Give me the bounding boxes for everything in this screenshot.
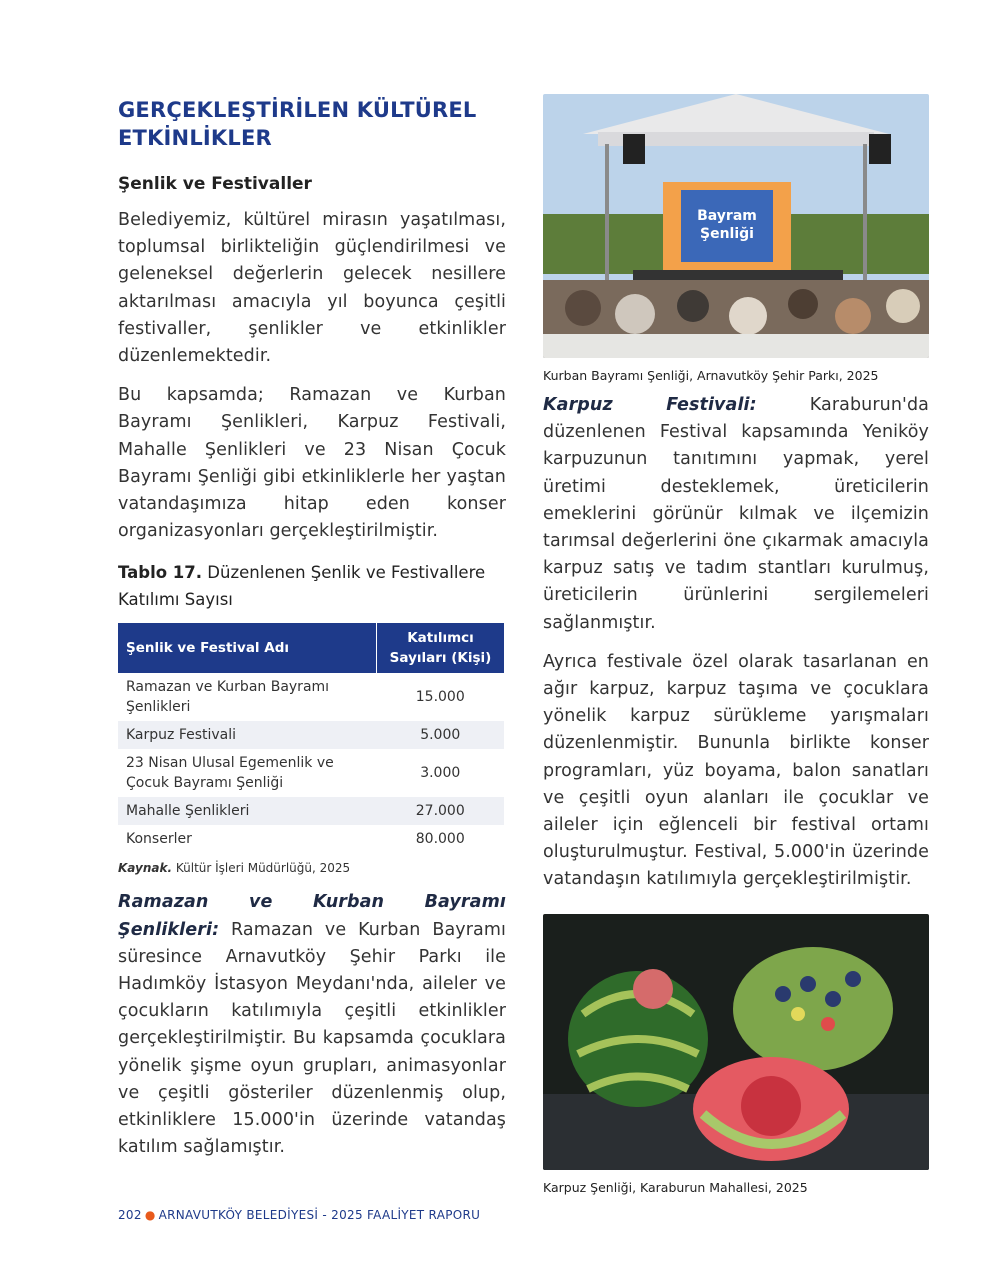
- row-name: Konserler: [126, 831, 192, 848]
- photo1-caption: Kurban Bayramı Şenliği, Arnavutköy Şehir Parkı, 2025: [543, 368, 879, 383]
- karpuz-lead: Karpuz Festivali:: [543, 395, 757, 415]
- festival-participation-table: [118, 623, 504, 853]
- page-footer: [118, 1208, 480, 1222]
- row-value: 3.000: [420, 765, 461, 782]
- row-value: 5.000: [377, 721, 505, 749]
- footer-separator: -: [322, 1208, 328, 1222]
- photo-tent-pole: [863, 144, 867, 294]
- blueberry: [845, 971, 861, 987]
- row-name: Mahalle Şenlikleri: [118, 797, 377, 825]
- section-title: GERÇEKLEŞTİRİLEN KÜLTÜREL ETKİNLİKLER: [118, 98, 477, 150]
- table-row: [118, 721, 504, 749]
- photo-person: [886, 289, 920, 323]
- blueberry: [800, 976, 816, 992]
- photo-speaker: [869, 134, 891, 164]
- table-header-name: Şenlik ve Festival Adı: [118, 623, 377, 673]
- stage-text-line1: Bayram: [697, 208, 757, 224]
- table-row: [118, 797, 504, 825]
- ramazan-paragraph: [118, 889, 506, 1161]
- subsection-title: Şenlik ve Festivaller: [118, 174, 312, 194]
- table-header-row: [118, 623, 504, 673]
- photo-person: [615, 294, 655, 334]
- photo-chairs: [543, 334, 929, 358]
- right-column: [543, 94, 929, 1195]
- photo-person: [565, 290, 601, 326]
- carved-flower: [633, 969, 673, 1009]
- row-value: 27.000: [377, 797, 505, 825]
- row-name: Karpuz Festivali: [118, 721, 377, 749]
- table-source-text: Kültür İşleri Müdürlüğü, 2025: [175, 861, 351, 876]
- karpuz-paragraph: [543, 392, 929, 637]
- photo2-caption: Karpuz Şenliği, Karaburun Mahallesi, 2025: [543, 1179, 808, 1195]
- blueberry: [775, 986, 791, 1002]
- table-caption-label: Tablo 17.: [118, 563, 203, 583]
- fruit-piece: [821, 1017, 835, 1031]
- photo-speaker: [623, 134, 645, 164]
- photo-tent-pole: [605, 144, 609, 294]
- footer-dot-icon: ●: [144, 1208, 156, 1222]
- table-source: [118, 861, 506, 875]
- table-row: [118, 749, 504, 797]
- karpuz-text: Karaburun'da düzenlenen Festival kapsamında Yeniköy karpuzunun tanıtımını yapmak, yerel üretimi desteklemek, üreticilerin emeklerini görünür kılmak ve ilçemizin tarımsal değerlerini öne çıkarmak amacıyla karpuz satış ve tadım stantları kurulmuş, üreticilerin ürünlerini sergilemeleri sağlanmıştır.: [543, 395, 929, 633]
- watermelon-basket: [733, 947, 893, 1071]
- watermelon-carving-photo: [543, 914, 929, 1170]
- table-row: [118, 825, 504, 853]
- photo-person: [788, 289, 818, 319]
- ramazan-text: Ramazan ve Kurban Bayramı süresince Arnavutköy Şehir Parkı ile Hadımköy İstasyon Meydanı'nda, aileler ve çocukların katılımıyla çeşitli etkinlikler gerçekleştirilmiştir. Bu kapsamda çocuklara yönelik şişme oyun grupları, animasyonlar ve çeşitli gösteriler düzenlenmiş olup, etkinliklere 15.000'in üzerinde vatandaş katılım sağlamıştır.: [118, 919, 506, 1158]
- bayram-festival-photo: [543, 94, 929, 358]
- fruit-piece: [791, 1007, 805, 1021]
- row-value: 15.000: [415, 689, 465, 706]
- scope-paragraph: Bu kapsamda; Ramazan ve Kurban Bayramı Şenlikleri, Karpuz Festivali, Mahalle Şenlikleri ve 23 Nisan Çocuk Bayramı Şenliği gibi etkinliklerle her yaştan vatandaşımıza hitap eden konser organizasyonları gerçekleştirilmiştir.: [118, 385, 506, 542]
- row-name: Ramazan ve Kurban Bayramı Şenlikleri: [126, 679, 330, 716]
- footer-report: 2025 FAALİYET RAPORU: [331, 1208, 481, 1222]
- blueberry: [825, 991, 841, 1007]
- intro-paragraph: Belediyemiz, kültürel mirasın yaşatılması, toplumsal birlikteliğin güçlendirilmesi ve geleneksel değerlerin gelecek nesillere aktarılması amacıyla yıl boyunca çeşitli festivaller, şenlikler ve etkinlikler düzenlemektedir.: [118, 210, 506, 367]
- table-row: [118, 673, 504, 721]
- table-caption-text: Düzenlenen Şenlik ve Festivallere Katılımı Sayısı: [118, 563, 486, 610]
- photo-person: [835, 298, 871, 334]
- photo-person: [729, 297, 767, 335]
- photo-person: [677, 290, 709, 322]
- row-value: 80.000: [415, 831, 465, 848]
- row-name: 23 Nisan Ulusal Egemenlik ve Çocuk Bayramı Şenliği: [126, 755, 334, 792]
- table-caption: [118, 559, 506, 613]
- table-header-count: Katılımcı Sayıları (Kişi): [377, 623, 505, 673]
- footer-org: ARNAVUTKÖY BELEDİYESİ: [158, 1208, 319, 1222]
- karpuz-paragraph-2: Ayrıca festivale özel olarak tasarlanan en ağır karpuz, karpuz taşıma ve çocuklara yönelik karpuz sürükleme yarışmaları düzenlenmiştir. Bununla birlikte konser programları, yüz boyama, balon sanatları ve çeşitli oyun alanları ile çocuklar ve aileler için eğlenceli bir festival ortamı oluşturulmuştur. Festival, 5.000'in üzerinde vatandaşın katılımıyla gerçekleştirilmiştir.: [543, 651, 929, 890]
- rose-center: [741, 1076, 801, 1136]
- table-source-label: Kaynak.: [118, 861, 173, 876]
- page-number: 202: [118, 1208, 142, 1222]
- stage-text-line2: Şenliği: [700, 226, 754, 242]
- left-column: [118, 96, 506, 1161]
- ramazan-lead: Ramazan ve Kurban Bayramı Şenlikleri:: [118, 892, 506, 940]
